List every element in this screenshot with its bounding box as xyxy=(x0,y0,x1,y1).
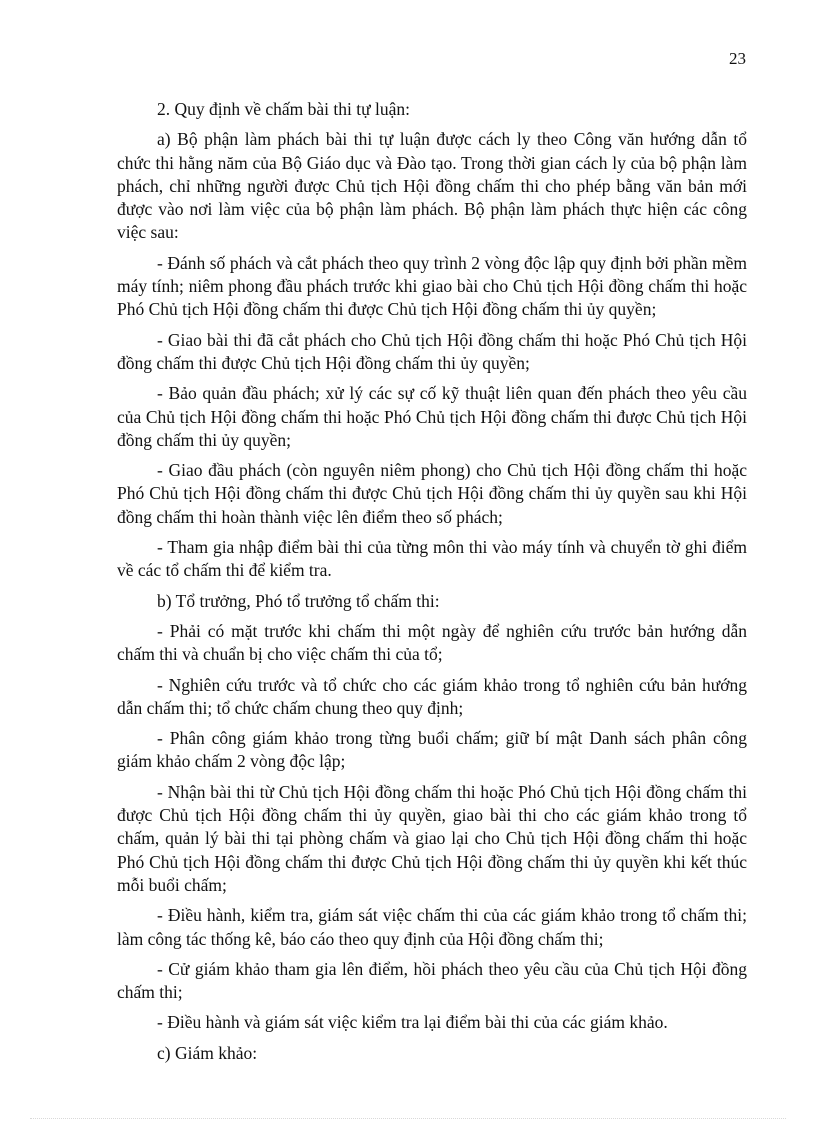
page-bottom-divider xyxy=(30,1118,786,1119)
paragraph: a) Bộ phận làm phách bài thi tự luận được cách ly theo Công văn hướng dẫn tổ chức thi hằng năm của Bộ Giáo dục và Đào tạo. Trong thời gian cách ly của bộ phận làm phách, chỉ những người được Chủ tịch Hội đồng chấm thi cho phép bằng văn bản mới được vào nơi làm việc của bộ phận làm phách. Bộ phận làm phách thực hiện các công việc sau: xyxy=(117,129,747,243)
list-item: - Bảo quản đầu phách; xử lý các sự cố kỹ thuật liên quan đến phách theo yêu cầu của Chủ tịch Hội đồng chấm thi hoặc Phó Chủ tịch Hội đồng chấm thi được Chủ tịch Hội đồng chấm thi ủy quyền; xyxy=(117,383,747,450)
subsection-heading: b) Tổ trưởng, Phó tổ trưởng tổ chấm thi: xyxy=(157,590,440,611)
list-item: - Phải có mặt trước khi chấm thi một ngày để nghiên cứu trước bản hướng dẫn chấm thi và chuẩn bị cho việc chấm thi của tổ; xyxy=(117,620,747,665)
subsection-heading: c) Giám khảo: xyxy=(157,1042,258,1063)
list-item: - Đánh số phách và cắt phách theo quy trình 2 vòng độc lập quy định bởi phần mềm máy tính; niêm phong đầu phách trước khi giao bài cho Chủ tịch Hội đồng chấm thi hoặc Phó Chủ tịch Hội đồng chấm thi được Chủ tịch Hội đồng chấm thi ủy quyền; xyxy=(117,252,747,320)
list-item: - Phân công giám khảo trong từng buổi chấm; giữ bí mật Danh sách phân công giám khảo chấm 2 vòng độc lập; xyxy=(117,728,747,772)
section-heading: 2. Quy định về chấm bài thi tự luận: xyxy=(157,99,410,119)
list-item: - Điều hành, kiểm tra, giám sát việc chấm thi của các giám khảo trong tổ chấm thi; làm công tác thống kê, báo cáo theo quy định của Hội đồng chấm thi; xyxy=(117,905,747,949)
list-item: - Điều hành và giám sát việc kiểm tra lại điểm bài thi của các giám khảo. xyxy=(157,1012,668,1033)
list-item: - Nhận bài thi từ Chủ tịch Hội đồng chấm thi hoặc Phó Chủ tịch Hội đồng chấm thi được Chủ tịch Hội đồng chấm thi ủy quyền, giao bài thi cho các giám khảo trong tổ chấm, quản lý bài thi tại phòng chấm và giao lại cho Chủ tịch Hội đồng chấm thi hoặc Phó Chủ tịch Hội đồng chấm thi được Chủ tịch Hội đồng chấm thi ủy quyền khi kết thúc mỗi buổi chấm; xyxy=(117,781,747,895)
list-item: - Giao đầu phách (còn nguyên niêm phong) cho Chủ tịch Hội đồng chấm thi hoặc Phó Chủ tịch Hội đồng chấm thi được Chủ tịch Hội đồng chấm thi ủy quyền sau khi Hội đồng chấm thi hoàn thành việc lên điểm theo số phách; xyxy=(117,460,747,527)
page-number: 23 xyxy=(729,49,746,68)
document-body xyxy=(117,98,747,1072)
list-item: - Tham gia nhập điểm bài thi của từng môn thi vào máy tính và chuyển tờ ghi điểm về các tổ chấm thi để kiểm tra. xyxy=(117,537,747,581)
list-item: - Nghiên cứu trước và tổ chức cho các giám khảo trong tổ nghiên cứu bản hướng dẫn chấm thi; tổ chức chấm chung theo quy định; xyxy=(117,674,747,718)
list-item: - Giao bài thi đã cắt phách cho Chủ tịch Hội đồng chấm thi hoặc Phó Chủ tịch Hội đồng chấm thi được Chủ tịch Hội đồng chấm thi ủy quyền; xyxy=(117,329,747,373)
list-item: - Cử giám khảo tham gia lên điểm, hồi phách theo yêu cầu của Chủ tịch Hội đồng chấm thi; xyxy=(117,958,747,1003)
